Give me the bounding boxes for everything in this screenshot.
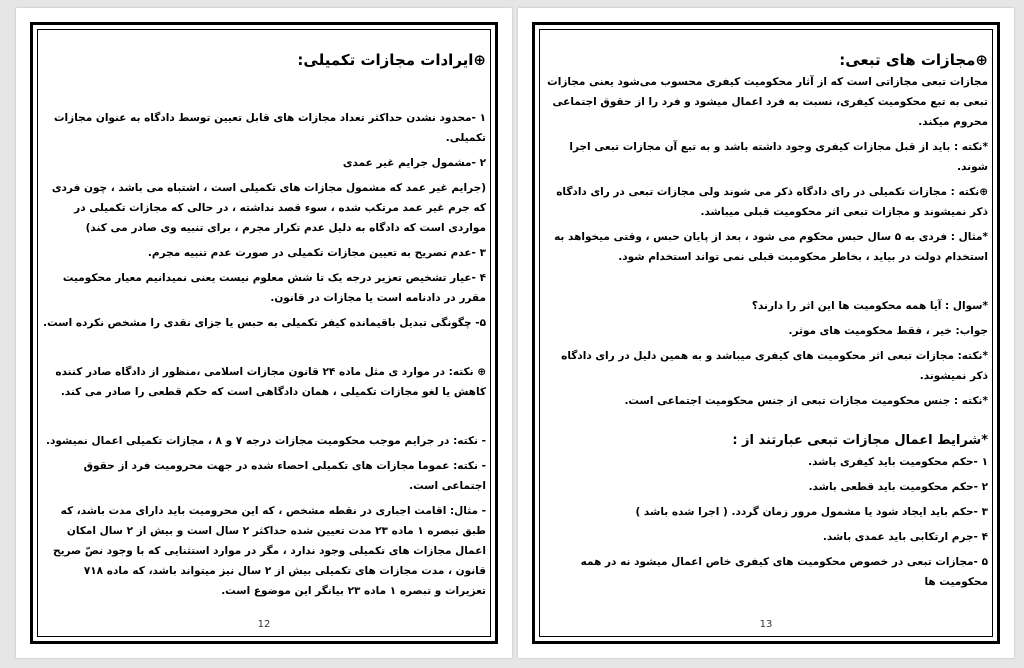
paragraph: ۱ -محدود نشدن حداکثر تعداد مجازات های قابل تعیین توسط دادگاه به عنوان مجازات تکمیلی. bbox=[54, 112, 486, 144]
paragraph: مجازات تبعی مجازاتی است که از آثار محکومیت کیفری محسوب می‌شود یعنی مجازات تبعی به تبع محکومیت کیفری، نسبت به فرد اعمال میشود و فرد را از حقوق اجتماعی محروم میکند. bbox=[547, 76, 988, 128]
question-paragraph: *سوال : آیا همه محکومیت ها این اثر را دارند؟ bbox=[751, 300, 988, 312]
note-paragraph: - نکته: عموما مجازات های تکمیلی احصاء شده در جهت محرومیت فرد از حقوق اجتماعی است. bbox=[83, 460, 486, 492]
example-paragraph: - مثال: اقامت اجباری در نقطه مشخص ، که این محرومیت باید دارای مدت باشد، که طبق تبصره ۱ ماده ۲۳ مدت تعیین شده حداکثر ۲ سال است و بیش از ۲ سال امکان اعمال مجازات های تکمیلی وجود ندارد ، مگر در موارد استثنایی که با وجود نصّ صریح قانون ، مدت مجازات های تکمیلی بیش از ۲ سال نیز میتواند باشد، که ماده ۷۱۸ تعزیرات و تبصره ۱ ماده ۲۳ بیانگر این موضوع است. bbox=[53, 505, 486, 597]
example-paragraph: *مثال : فردی به ۵ سال حبس محکوم می شود ، بعد از پایان حبس ، وقتی میخواهد به استخدام دولت در بیاید ، بخاطر محکومیت قبلی نمی تواند استخدام شود. bbox=[554, 231, 988, 263]
list-item: ۳ -حکم باید ایجاد شود یا مشمول مرور زمان گردد. ( اجرا شده باشد ) bbox=[635, 506, 988, 518]
note-paragraph: *نکته: مجازات تبعی اثر محکومیت های کیفری میباشد و به همین دلیل در رای دادگاه ذکر نمیشوند. bbox=[561, 350, 988, 382]
note-paragraph: ⊕نکته : مجازات تکمیلی در رای دادگاه ذکر می شوند ولی مجازات تبعی در رای دادگاه ذکر نمیشوند و مجازات تبعی اثر محکومیت قبلی میباشد. bbox=[556, 186, 988, 218]
note-paragraph: - نکته: در جرایم موجب محکومیت مجازات درجه ۷ و ۸ ، مجازات تکمیلی اعمال نمیشود. bbox=[45, 435, 486, 447]
page-content bbox=[42, 48, 486, 606]
list-item: ۵ -مجازات تبعی در خصوص محکومیت های کیفری خاص اعمال میشود نه در همه محکومیت ها bbox=[580, 556, 988, 588]
page-number: 12 bbox=[257, 619, 271, 630]
section-heading: ⊕ایرادات مجازات تکمیلی: bbox=[297, 51, 486, 69]
list-item: ۱ -حکم محکومیت باید کیفری باشد. bbox=[808, 456, 988, 468]
section-heading: ⊕مجازات های تبعی: bbox=[839, 51, 988, 69]
page-number: 13 bbox=[759, 619, 773, 630]
note-paragraph: *نکته : باید از قبل مجازات کیفری وجود داشته باشد و به تبع آن مجازات تبعی اجرا شوند. bbox=[569, 141, 988, 173]
paragraph: ۴ -عیار تشخیص تعزیر درجه یک تا شش معلوم نیست یعنی نمیدانیم معیار محکومیت مقرر در دادنامه است یا مجازات در قانون. bbox=[62, 272, 486, 304]
subsection-heading: *شرایط اعمال مجازات تبعی عبارتند از : bbox=[732, 433, 988, 448]
page-content bbox=[544, 48, 988, 597]
paragraph: (جرایم غیر عمد که مشمول مجازات های تکمیلی است ، اشتباه می باشد ، چون فردی که جرم غیر عمد مرتکب شده ، سوء قصد نداشته ، در حالی که مجازات تکمیلی در مواردی است که دادگاه به دلیل عدم تکرار مجرم ، برای تنبیه وی صادر می کند) bbox=[51, 182, 486, 234]
page-13 bbox=[518, 8, 1014, 658]
paragraph: ۳ -عدم تصریح به تعیین مجازات تکمیلی در صورت عدم تنبیه مجرم. bbox=[147, 247, 486, 259]
note-paragraph: *نکته : جنس محکومیت مجازات تبعی از جنس محکومیت اجتماعی است. bbox=[624, 395, 988, 407]
paragraph: ۲ -مشمول جرایم غیر عمدی bbox=[342, 157, 486, 169]
page-12 bbox=[16, 8, 512, 658]
list-item: ۲ -حکم محکومیت باید قطعی باشد. bbox=[808, 481, 988, 493]
paragraph: ۵- چگونگی تبدیل باقیمانده کیفر تکمیلی به حبس یا جزای نقدی را مشخص نکرده است. bbox=[43, 317, 486, 329]
note-paragraph: ⊕ نکته: در موارد ی مثل ماده ۲۴ قانون مجازات اسلامی ،منظور از دادگاه صادر کننده کاهش یا لغو مجازات تکمیلی ، همان دادگاهی است که حکم قطعی را صادر می کند. bbox=[55, 366, 486, 398]
answer-paragraph: جواب: خیر ، فقط محکومیت های موثر. bbox=[788, 325, 988, 337]
list-item: ۴ -جرم ارتکابی باید عمدی باشد. bbox=[822, 531, 988, 543]
